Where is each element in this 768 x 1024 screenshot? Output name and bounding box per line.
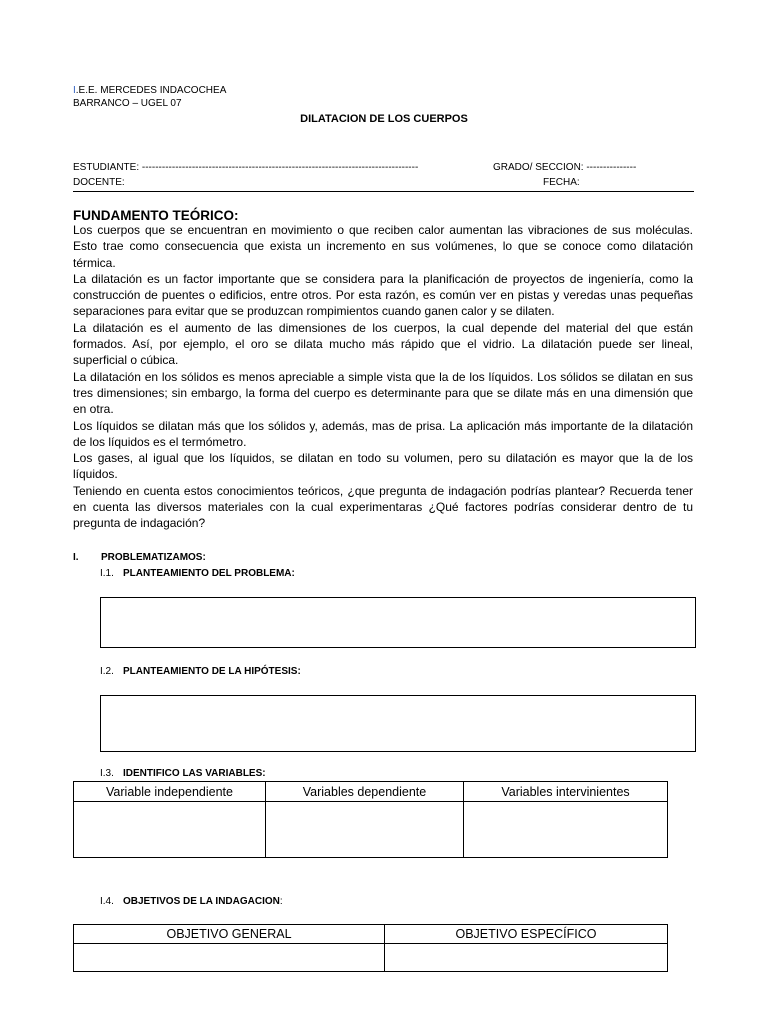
theory-paragraph: La dilatación es un factor importante que se considera para la planificación de proyectos de ingeniería, como la construcción de puentes o edificios, entre otros. Por esta razón, es común ver en pistas y veredas unas pequeñas separaciones para evitar que se produzcan rompimientos cuando ganen calor y se dilaten. [73,271,693,319]
subsection-hypothesis [100,666,301,677]
grade-field[interactable]: GRADO/ SECCION: --------------- [493,162,637,173]
section-number: I. [73,552,79,563]
subsection-number: I.4. [100,896,114,907]
institution-name [73,85,226,97]
dependent-variable-cell[interactable] [266,802,464,858]
student-field[interactable]: ESTUDIANTE: ----------------------------------------------------------------------------------- [73,162,419,173]
date-field[interactable]: FECHA: [543,177,580,188]
table-header-row [74,925,668,944]
subsection-label-suffix: : [279,896,283,907]
variables-table [73,781,668,858]
subsection-objectives [100,896,283,907]
section-problematizamos [73,552,206,563]
subsection-label: PLANTEAMIENTO DE LA HIPÓTESIS: [123,666,301,677]
table-row [74,944,668,972]
student-row [73,162,693,173]
institution-prefix: I [73,85,76,96]
teacher-field[interactable]: DOCENTE: [73,177,125,188]
subsection-number: I.2. [100,666,114,677]
subsection-problem [100,568,295,579]
subsection-label: OBJETIVOS DE LA INDAGACION [123,896,280,907]
document-title: DILATACION DE LOS CUERPOS [300,113,468,125]
subsection-number: I.3. [100,768,114,779]
theory-paragraph: Los líquidos se dilatan más que los sólidos y, además, mas de prisa. La aplicación más importante de la dilatación de los líquidos es el termómetro. [73,418,693,449]
hypothesis-answer-box[interactable] [100,695,696,752]
problem-answer-box[interactable] [100,597,696,648]
section-title: PROBLEMATIZAMOS: [101,552,206,563]
specific-objective-cell[interactable] [385,944,668,972]
institution-name-rest: .E.E. MERCEDES INDACOCHEA [75,85,227,96]
theory-paragraph: La dilatación es el aumento de las dimensiones de los cuerpos, la cual depende del material del que están formados. Así, por ejemplo, el oro se dilata mucho más rápido que el vidrio. La dilatación puede ser lineal, superficial o cúbica. [73,320,693,368]
table-header-row [74,782,668,802]
table-row [74,802,668,858]
header-specific-objective: OBJETIVO ESPECÍFICO [385,925,668,944]
theory-paragraph: Los cuerpos que se encuentran en movimiento o que reciben calor aumentan las vibraciones de sus moléculas. Esto trae como consecuencia que exista un incremento en sus volúmenes, lo que se conoce como dilatación térmica. [73,223,693,270]
institution-location: BARRANCO – UGEL 07 [73,98,182,109]
theory-paragraph: Los gases, al igual que los líquidos, se dilatan en todo su volumen, pero su dilatación es mayor que la de los líquidos. [73,451,693,482]
theory-heading: FUNDAMENTO TEÓRICO: [73,208,239,223]
header-dependent-variable: Variables dependiente [266,782,464,802]
subsection-number: I.1. [100,568,114,579]
header-general-objective: OBJETIVO GENERAL [74,925,385,944]
general-objective-cell[interactable] [74,944,385,972]
objectives-table [73,924,668,972]
header-independent-variable: Variable independiente [74,782,266,802]
intervening-variables-cell[interactable] [464,802,668,858]
subsection-label: PLANTEAMIENTO DEL PROBLEMA: [123,568,295,579]
teacher-row [73,177,693,188]
independent-variable-cell[interactable] [74,802,266,858]
subsection-variables [100,768,266,779]
theory-paragraph: La dilatación en los sólidos es menos apreciable a simple vista que la de los líquidos. Los sólidos se dilatan en sus tres dimensiones; sin embargo, la forma del cuerpo es determinante para que se dilate más en una dimensión que en otra. [73,369,693,417]
theory-paragraph: Teniendo en cuenta estos conocimientos teóricos, ¿que pregunta de indagación podrías plantear? Recuerda tener en cuenta las diversos materiales con la cual experimentaras ¿Qué factores podrías considerar dentro de tu pregunta de indagación? [73,483,693,531]
theory-body [73,222,693,532]
subsection-label: IDENTIFICO LAS VARIABLES: [123,768,266,779]
header-intervening-variables: Variables intervinientes [464,782,668,802]
header-divider [73,191,694,192]
